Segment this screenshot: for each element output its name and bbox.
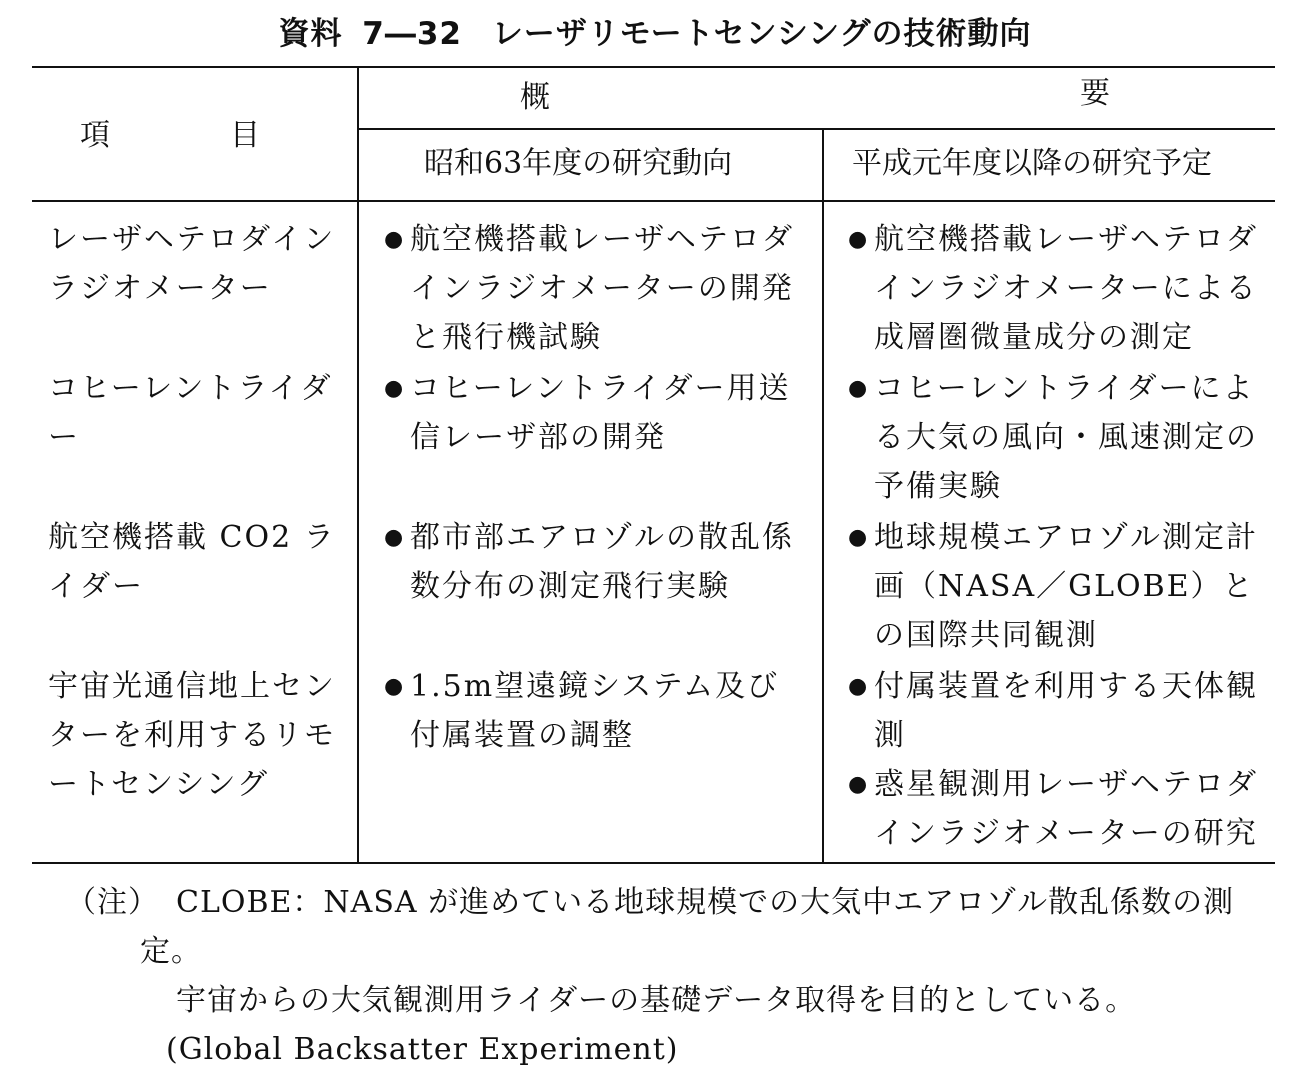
header-col1: 昭和63年度の研究動向 [424, 146, 733, 181]
header-bottom-rule [32, 200, 1275, 202]
header-sub-rule [358, 128, 1275, 130]
bullet-icon: ● [384, 525, 406, 550]
list-item: ● 航空機搭載レーザヘテロダインラジオメーターの開発と飛行機試験 [384, 215, 804, 362]
title-prefix: 資料 [278, 16, 343, 52]
plan-column-divider [822, 129, 824, 862]
row-space-comm-item: 宇宙光通信地上センターを利用するリモートセンシング [48, 669, 336, 802]
header-summary-left: 概 [520, 80, 550, 115]
table-top-rule [32, 66, 1275, 68]
note-line-2: 定。 [140, 934, 202, 969]
list-item: ● コヒーレントライダー用送信レーザ部の開発 [384, 364, 804, 462]
page-title [0, 8, 1310, 53]
bullet-icon: ● [384, 674, 406, 699]
header-item: 項 目 [80, 118, 260, 153]
bullet-icon: ● [848, 674, 870, 699]
title-text: レーザリモートセンシングの技術動向 [491, 16, 1032, 52]
list-item: ● 付属装置を利用する天体観測 [848, 662, 1268, 760]
bullet-icon: ● [848, 227, 870, 252]
note-line-4: (Global Backsatter Experiment) [166, 1032, 679, 1067]
list-item: ● 地球規模エアロゾル測定計画（NASA／GLOBE）との国際共同観測 [848, 513, 1268, 660]
row-co2-lidar-plan [848, 513, 1268, 660]
row-co2-lidar-progress [384, 513, 804, 611]
list-item: ● コヒーレントライダーによる大気の風向・風速測定の予備実験 [848, 364, 1268, 511]
list-item: ● 1.5m望遠鏡システム及び付属装置の調整 [384, 662, 804, 760]
note-line-1: CLOBE：NASA が進めている地球規模での大気中エアロゾル散乱係数の測 [176, 885, 1235, 920]
title-number: 7―32 [362, 16, 463, 52]
row-co2-lidar-item: 航空機搭載 CO2 ライダー [48, 520, 336, 604]
row-coherent-lidar-plan [848, 364, 1268, 511]
header-col2: 平成元年度以降の研究予定 [852, 146, 1212, 181]
note-label: （注） [66, 885, 159, 920]
note-line-3: 宇宙からの大気観測用ライダーの基礎データ取得を目的としている。 [176, 983, 1137, 1018]
row-coherent-lidar-progress [384, 364, 804, 462]
bullet-icon: ● [848, 772, 870, 797]
bullet-icon: ● [384, 376, 406, 401]
list-item: ● 都市部エアロゾルの散乱係数分布の測定飛行実験 [384, 513, 804, 611]
table-bottom-rule [32, 862, 1275, 864]
bullet-icon: ● [848, 525, 870, 550]
list-item: ● 航空機搭載レーザヘテロダインラジオメーターによる成層圏微量成分の測定 [848, 215, 1268, 362]
row-laser-radiometer-plan [848, 215, 1268, 362]
row-laser-radiometer-progress [384, 215, 804, 362]
row-laser-radiometer-item: レーザヘテロダインラジオメーター [48, 222, 336, 306]
row-space-comm-progress [384, 662, 804, 760]
row-coherent-lidar-item: コヒーレントライダー [48, 371, 333, 455]
item-column-divider [357, 66, 359, 862]
bullet-icon: ● [848, 376, 870, 401]
list-item: ● 惑星観測用レーザヘテロダインラジオメーターの研究 [848, 760, 1268, 858]
row-space-comm-plan [848, 662, 1268, 858]
header-summary-right: 要 [1080, 76, 1110, 111]
bullet-icon: ● [384, 227, 406, 252]
